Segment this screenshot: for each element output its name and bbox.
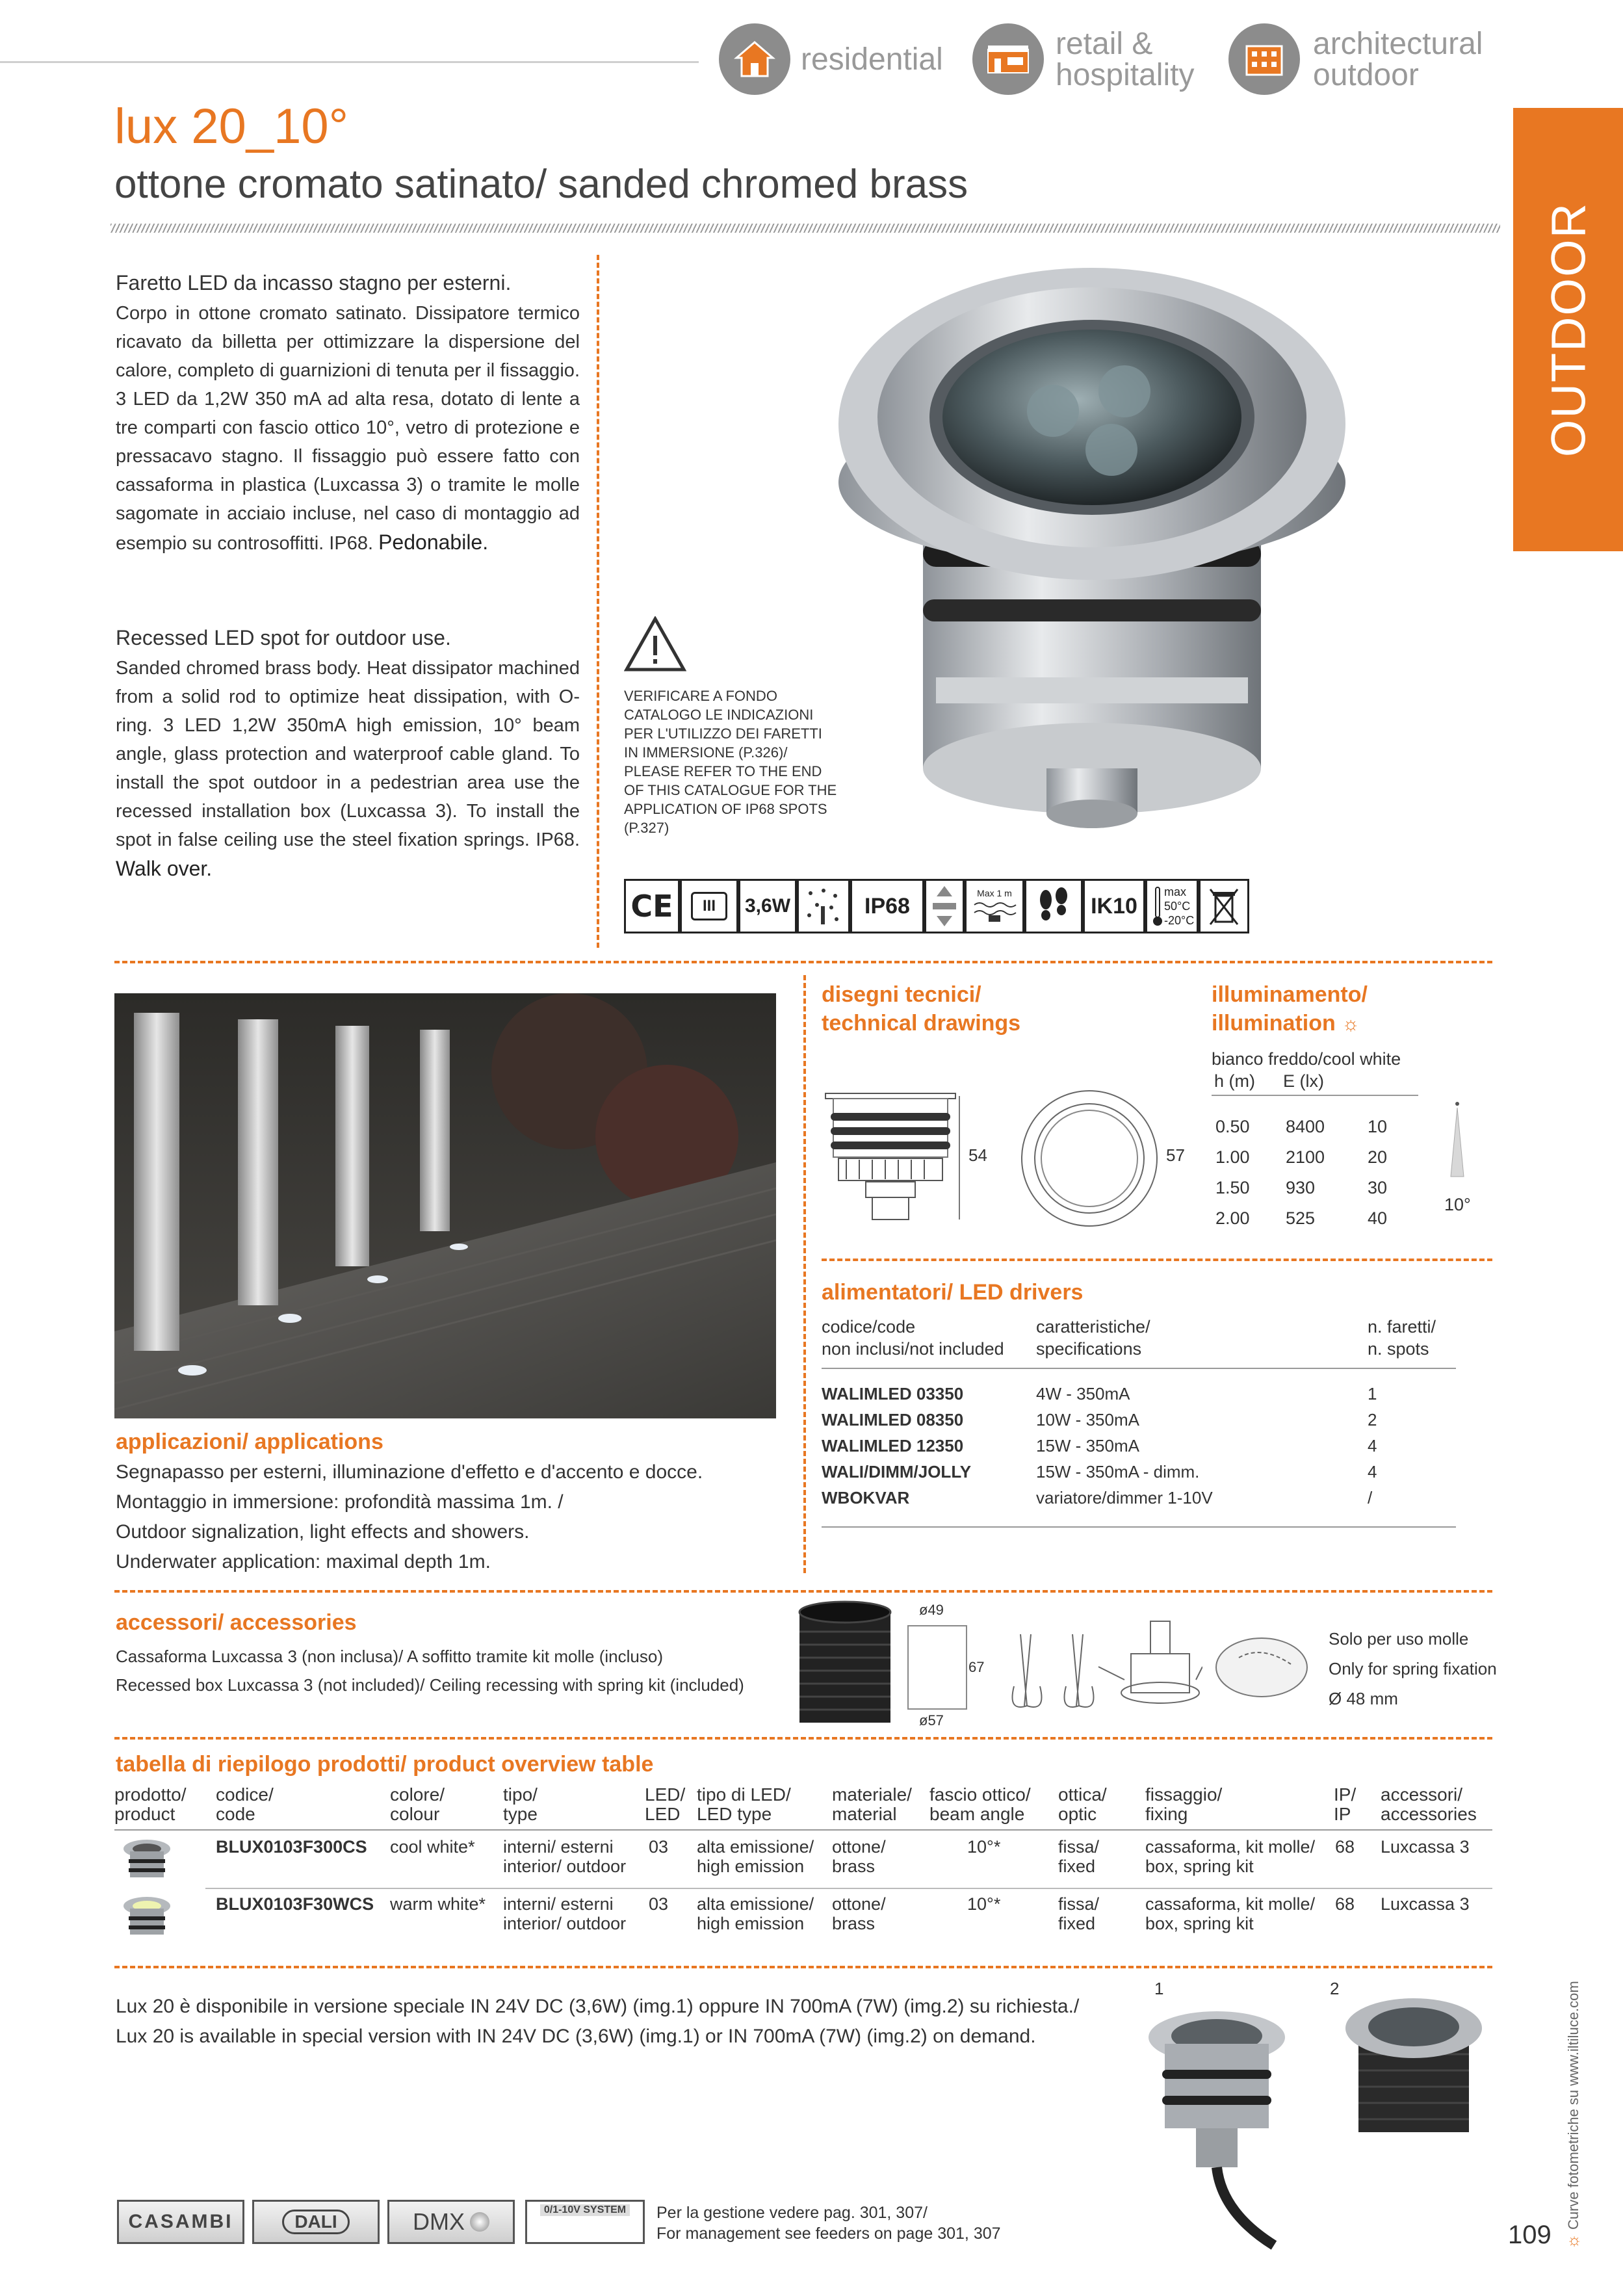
product-finish: ottone cromato satinato/ sanded chromed brass: [114, 162, 968, 207]
col-colour: colore/ colour: [390, 1784, 445, 1824]
ceiling-hole-drawing: [1213, 1632, 1310, 1703]
special-version-image-2: [1339, 1983, 1488, 2139]
warning-icon: [624, 616, 686, 672]
section-divider-3: [114, 1737, 1492, 1740]
title-hatch-rule: [110, 224, 1500, 233]
special-version-image-1: [1144, 2005, 1293, 2252]
col-product: prodotto/ product: [114, 1784, 187, 1824]
driver-row: WALIMLED 12350 15W - 350mA 4: [822, 1436, 1377, 1455]
col-ip: IP/ IP: [1334, 1784, 1357, 1824]
col-optic: ottica/ optic: [1058, 1784, 1107, 1824]
page-number: 109: [1508, 2221, 1552, 2249]
product-code: BLUX0103F30WCS: [216, 1894, 374, 1914]
category-residential-label: residential: [801, 42, 943, 77]
beam-angle-label: 10°: [1444, 1195, 1471, 1214]
dali-logo: DALI: [252, 2200, 380, 2244]
illumination-row: 2.00 525 40: [1215, 1208, 1388, 1228]
col-accessories: accessori/ accessories: [1381, 1784, 1477, 1824]
illumination-title: illuminamento/ illumination ☼: [1212, 982, 1368, 1036]
side-tab-label: OUTDOOR: [1541, 202, 1595, 458]
dimension-height: 54: [968, 1145, 987, 1165]
weee-bin-icon: [1199, 879, 1249, 933]
table-row[interactable]: BLUX0103F300CS cool white* interni/ esterni interior/ outdoor 03 alta emissione/ high emission ottone/ brass 10°* fissa/ fixed cassaforma, kit molle/ box, spring kit 68 Luxcassa 3: [114, 1837, 1492, 1888]
illumination-subtitle: bianco freddo/cool white: [1212, 1049, 1401, 1069]
col-material: materiale/ material: [832, 1784, 912, 1824]
product-code: BLUX0103F300CS: [216, 1837, 367, 1857]
dimmer-0-1-10v-logo: 0/1-10V SYSTEM: [525, 2200, 645, 2244]
drawings-title: disegni tecnici/ technical drawings: [822, 982, 1021, 1036]
col-beam: fascio ottico/ beam angle: [929, 1784, 1031, 1824]
driver-row: WALI/DIMM/JOLLY 15W - 350mA - dimm. 4: [822, 1462, 1377, 1481]
description-it-body: Corpo in ottone cromato satinato. Dissipatore termico ricavato da billetta per ottimizzare la dispersione del calore, completo di guarnizioni di tenuta per il fissaggio. 3 LED da 1,2W 350 mA ad alta resa, dotato di lente a tre comparti con fascio ottico 10°, vetro di protezione e pressacavo stagno. Il fissaggio può essere fatto con cassaforma in plastica (Luxcassa 3) o tramite le molle sagomate in acciaio incluse, nel caso di montaggio ad esempio su controsoffitti. IP68. Pedonabile.: [116, 303, 580, 554]
building-icon: [1241, 41, 1287, 77]
applications-line: Underwater application: maximal depth 1m.: [116, 1551, 491, 1572]
footer-management-note: Per la gestione vedere pag. 301, 307/ For management see feeders on page 301, 307: [656, 2204, 1001, 2243]
driver-row: WALIMLED 03350 4W - 350mA 1: [822, 1384, 1377, 1403]
product-thumbnail: [121, 1894, 173, 1944]
section-divider-4: [114, 1966, 1492, 1968]
power-rating: 3,6W: [738, 879, 797, 933]
spring-note: Solo per uso molle Only for spring fixation Ø 48 mm: [1329, 1629, 1497, 1708]
applications-text: [116, 1457, 779, 1577]
overview-title: tabella di riepilogo prodotti/ product overview table: [116, 1752, 654, 1777]
side-view-drawing: [820, 1087, 963, 1230]
top-rule: [0, 61, 699, 63]
driver-row: WALIMLED 08350 10W - 350mA 2: [822, 1410, 1377, 1429]
illumination-col-h: h (m): [1214, 1071, 1255, 1091]
special-img2-label: 2: [1330, 1979, 1340, 1998]
box-dim-top: ø49: [919, 1602, 944, 1618]
drivers-title: alimentatori/ LED drivers: [822, 1280, 1084, 1305]
dmx-globe-icon: [470, 2212, 489, 2232]
category-retail-hospitality[interactable]: [972, 23, 1044, 95]
description-en-title: Recessed LED spot for outdoor use.: [116, 626, 451, 649]
drivers-divider: [822, 1259, 1492, 1261]
box-outline-drawing: [907, 1625, 967, 1710]
description-it: [116, 267, 580, 558]
special-version-text: Lux 20 è disponibile in versione speciale IN 24V DC (3,6W) (img.1) oppure IN 700mA (7W) (img.2) su richiesta./ Lux 20 is available in special version with IN 24V DC (3,6W) (img.1) or IN 700mA (7W) (img.2) on demand.: [116, 1996, 1080, 2047]
accessories-line-1: Cassaforma Luxcassa 3 (non inclusa)/ A soffitto tramite kit molle (incluso): [116, 1647, 663, 1666]
product-thumbnail: [121, 1837, 173, 1886]
applications-line: Outdoor signalization, light effects and showers.: [116, 1521, 530, 1543]
category-architectural-outdoor[interactable]: [1228, 23, 1300, 95]
applications-title: applicazioni/ applications: [116, 1429, 383, 1454]
category-retail-hospitality-label: retail & hospitality: [1056, 27, 1195, 92]
immersion-warning: VERIFICARE A FONDO CATALOGO LE INDICAZIONI PER L'UTILIZZO DEI FARETTI IN IMMERSIONE (P.326)/ PLEASE REFER TO THE END OF THIS CATALOGUE FOR THE APPLICATION OF IP68 SPOTS (P.327): [624, 688, 837, 836]
applications-divider: [803, 975, 806, 1573]
col-led: LED/ LED: [645, 1784, 686, 1824]
box-dim-bottom: ø57: [919, 1712, 944, 1729]
walk-over-footprints-icon: [1024, 879, 1083, 933]
col-fixing: fissaggio/ fixing: [1145, 1784, 1223, 1824]
box-dim-height: 67: [968, 1659, 985, 1675]
casambi-logo: CASAMBI: [117, 2200, 244, 2244]
outdoor-rain-icon: [797, 879, 850, 933]
col-code: codice/ code: [216, 1784, 274, 1824]
illumination-table: [1215, 1112, 1387, 1234]
description-en-body: Sanded chromed brass body. Heat dissipator machined from a solid rod to optimize heat dissipation, with O-ring. 3 LED 1,2W 350mA high emission, 10° beam angle, glass protection and waterproof cable gland. To install the spot outdoor in a pedestrian area use the recessed installation box (Luxcassa 3). To install the spot in false ceiling use the steel fixation springs. IP68. Walk over.: [116, 658, 580, 880]
dimension-diameter: 57: [1166, 1145, 1185, 1165]
col-ledtype: tipo di LED/ LED type: [697, 1784, 791, 1824]
description-it-title: Faretto LED da incasso stagno per esterni.: [116, 271, 512, 294]
drivers-header-rule: [822, 1368, 1456, 1369]
sun-icon: ☼: [1342, 1013, 1360, 1035]
category-residential[interactable]: [719, 23, 790, 95]
illumination-row: 1.50 930 30: [1215, 1178, 1388, 1197]
description-it-emph: Pedonabile.: [378, 530, 489, 554]
walkover-load-icon: [924, 879, 965, 933]
illumination-row: 1.00 2100 20: [1215, 1147, 1388, 1167]
sun-icon: ☼: [1563, 2234, 1582, 2249]
ik-rating: IK10: [1083, 879, 1145, 933]
special-img1-label: 1: [1154, 1979, 1164, 1998]
applications-line: Segnapasso per esterni, illuminazione d'effetto e d'accento e docce.: [116, 1461, 703, 1483]
product-photo: [838, 261, 1358, 840]
ambient-photo: [114, 993, 776, 1418]
house-icon: [734, 40, 775, 79]
class-iii-icon: III: [680, 879, 738, 933]
illumination-header-rule: [1212, 1095, 1418, 1096]
description-divider: [597, 255, 599, 948]
applications-line: Montaggio in immersione: profondità massima 1m. /: [116, 1491, 564, 1513]
immersion-depth-icon: Max 1 m: [965, 879, 1024, 933]
description-en: [116, 621, 580, 884]
driver-row: WBOKVAR variatore/dimmer 1-10V /: [822, 1488, 1373, 1507]
ce-mark-icon: CE: [624, 879, 680, 933]
beam-cone-icon: [1444, 1099, 1470, 1183]
accessories-title: accessori/ accessories: [116, 1610, 357, 1635]
accessories-line-2: Recessed box Luxcassa 3 (not included)/ Ceiling recessing with spring kit (included): [116, 1675, 744, 1695]
photometric-curves-note: ☼ Curve fotometriche su www.iltiluce.com: [1563, 1981, 1582, 2249]
illumination-col-e: E (lx): [1283, 1071, 1324, 1091]
spring-kit-drawing: [1001, 1608, 1202, 1732]
product-title: lux 20_10°: [114, 99, 348, 154]
illumination-row: 0.50 8400 10: [1215, 1117, 1388, 1136]
side-tab: [1513, 108, 1623, 551]
table-row[interactable]: BLUX0103F30WCS warm white* interni/ esterni interior/ outdoor 03 alta emissione/ high emission ottone/ brass 10°* fissa/ fixed cassaforma, kit molle/ box, spring kit 68 Luxcassa 3: [114, 1894, 1492, 1945]
storefront-icon: [985, 43, 1031, 75]
description-en-emph: Walk over.: [116, 857, 213, 880]
ip-rating: IP68: [850, 879, 924, 933]
overview-row-rule: [205, 1888, 1492, 1889]
section-divider-1: [114, 961, 1492, 963]
section-divider-2: [114, 1590, 1492, 1593]
dmx-logo: DMX: [387, 2200, 515, 2244]
overview-header: [114, 1785, 1492, 1827]
overview-header-rule: [114, 1829, 1492, 1831]
top-view-drawing: [1018, 1087, 1161, 1230]
luxcassa-box-image: [793, 1599, 897, 1729]
col-type: tipo/ type: [503, 1784, 538, 1824]
temperature-range-icon: max 50°C -20°C: [1145, 879, 1199, 933]
drivers-table: [822, 1381, 1377, 1511]
drivers-bottom-rule: [822, 1526, 1456, 1528]
category-architectural-outdoor-label: architectural outdoor: [1313, 27, 1483, 92]
